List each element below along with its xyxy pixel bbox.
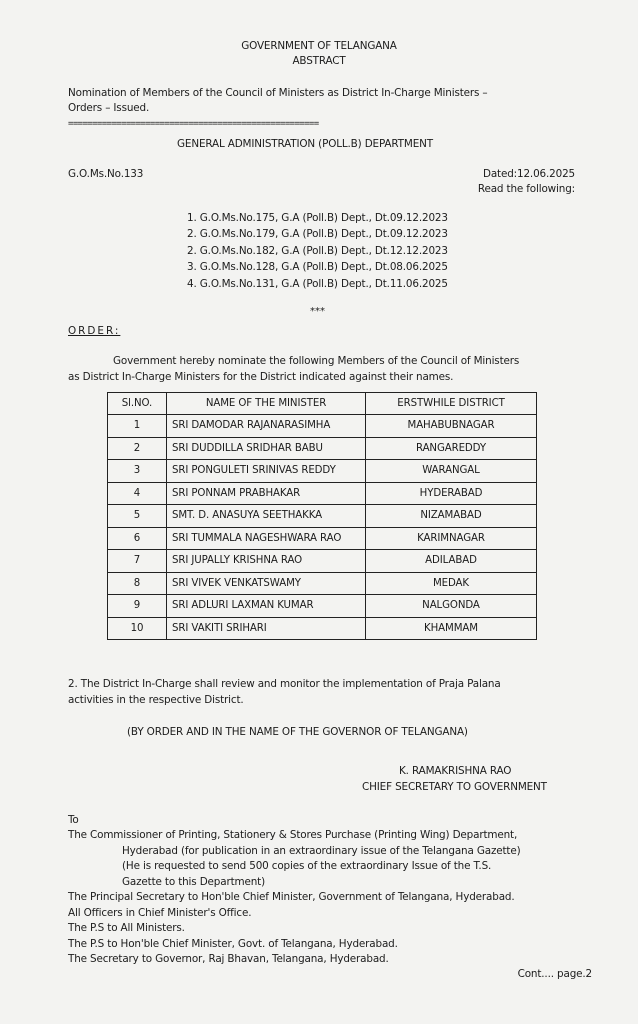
recipient-item: The P.S to Hon'ble Chief Minister, Govt. of Telangana, Hyderabad. <box>68 938 398 950</box>
para-2-line-2: activities in the respective District. <box>68 694 244 706</box>
district-cell: HYDERABAD <box>366 482 537 505</box>
minister-name-cell: SRI PONGULETI SRINIVAS REDDY <box>167 460 366 483</box>
minister-name-cell: SRI VIVEK VENKATSWAMY <box>167 572 366 595</box>
subject-line-2: Orders – Issued. <box>68 102 150 114</box>
minister-name-cell: SRI TUMMALA NAGESHWARA RAO <box>167 527 366 550</box>
column-header: NAME OF THE MINISTER <box>167 393 366 415</box>
reference-item: 3. G.O.Ms.No.128, G.A (Poll.B) Dept., Dt.08.06.2025 <box>187 261 448 273</box>
reference-item: 2. G.O.Ms.No.182, G.A (Poll.B) Dept., Dt.12.12.2023 <box>187 245 448 257</box>
recipient-item: The P.S to All Ministers. <box>68 922 185 934</box>
district-cell: MEDAK <box>366 572 537 595</box>
column-header: Sl.NO. <box>108 393 167 415</box>
table-row <box>108 437 537 460</box>
order-label: ORDER: <box>68 325 121 337</box>
read-following: Read the following: <box>477 183 575 195</box>
minister-name-cell: SRI VAKITI SRIHARI <box>167 617 366 640</box>
separator-stars: *** <box>310 306 325 317</box>
recipient-item: Hyderabad (for publication in an extraordinary issue of the Telangana Gazette) <box>122 845 521 857</box>
para-2-line-1: 2. The District In-Charge shall review and monitor the implementation of Praja Palana <box>68 678 501 690</box>
district-cell: NIZAMABAD <box>366 505 537 528</box>
serial-cell: 6 <box>108 527 167 550</box>
minister-name-cell: SRI DAMODAR RAJANARASIMHA <box>167 415 366 438</box>
continued-note: Cont.... page.2 <box>517 968 592 980</box>
reference-item: 1. G.O.Ms.No.175, G.A (Poll.B) Dept., Dt.09.12.2023 <box>187 212 448 224</box>
reference-item: 4. G.O.Ms.No.131, G.A (Poll.B) Dept., Dt.11.06.2025 <box>187 278 448 290</box>
government-heading: GOVERNMENT OF TELANGANA <box>241 40 397 52</box>
subject-line-1: Nomination of Members of the Council of Ministers as District In-Charge Ministers – <box>68 87 488 99</box>
ministers-table <box>107 392 537 640</box>
serial-cell: 9 <box>108 595 167 618</box>
district-cell: NALGONDA <box>366 595 537 618</box>
minister-name-cell: SRI JUPALLY KRISHNA RAO <box>167 550 366 573</box>
table-row <box>108 482 537 505</box>
serial-cell: 2 <box>108 437 167 460</box>
by-order-line: (BY ORDER AND IN THE NAME OF THE GOVERNOR OF TELANGANA) <box>127 726 468 738</box>
recipient-item: The Principal Secretary to Hon'ble Chief Minister, Government of Telangana, Hyderabad. <box>68 891 515 903</box>
signatory-title: CHIEF SECRETARY TO GOVERNMENT <box>362 781 547 793</box>
table-row <box>108 550 537 573</box>
district-cell: RANGAREDDY <box>366 437 537 460</box>
minister-name-cell: SMT. D. ANASUYA SEETHAKKA <box>167 505 366 528</box>
go-number: G.O.Ms.No.133 <box>68 168 144 180</box>
table-header-row <box>108 393 537 415</box>
recipient-item: (He is requested to send 500 copies of the extraordinary Issue of the T.S. <box>122 860 492 872</box>
recipient-item: The Commissioner of Printing, Stationery & Stores Purchase (Printing Wing) Department, <box>68 829 518 841</box>
order-text-line-1: Government hereby nominate the following Members of the Council of Ministers <box>113 355 520 367</box>
table-row <box>108 527 537 550</box>
recipient-item: All Officers in Chief Minister's Office. <box>68 907 252 919</box>
separator-line: ==================================================== <box>68 121 319 129</box>
district-cell: ADILABAD <box>366 550 537 573</box>
minister-name-cell: SRI ADLURI LAXMAN KUMAR <box>167 595 366 618</box>
district-cell: WARANGAL <box>366 460 537 483</box>
serial-cell: 1 <box>108 415 167 438</box>
department-heading: GENERAL ADMINISTRATION (POLL.B) DEPARTMENT <box>177 138 433 150</box>
signatory-name: K. RAMAKRISHNA RAO <box>399 765 512 777</box>
table-row <box>108 505 537 528</box>
serial-cell: 7 <box>108 550 167 573</box>
recipient-item: Gazette to this Department) <box>122 876 265 888</box>
district-cell: KARIMNAGAR <box>366 527 537 550</box>
table-row <box>108 460 537 483</box>
table-row <box>108 617 537 640</box>
serial-cell: 5 <box>108 505 167 528</box>
recipient-item: The Secretary to Governor, Raj Bhavan, Telangana, Hyderabad. <box>68 953 389 965</box>
minister-name-cell: SRI PONNAM PRABHAKAR <box>167 482 366 505</box>
abstract-heading: ABSTRACT <box>292 55 346 67</box>
reference-item: 2. G.O.Ms.No.179, G.A (Poll.B) Dept., Dt.09.12.2023 <box>187 228 448 240</box>
go-date: Dated:12.06.2025 <box>482 168 575 180</box>
order-text-line-2: as District In-Charge Ministers for the District indicated against their names. <box>68 371 454 383</box>
district-cell: MAHABUBNAGAR <box>366 415 537 438</box>
serial-cell: 4 <box>108 482 167 505</box>
table-row <box>108 415 537 438</box>
column-header: ERSTWHILE DISTRICT <box>366 393 537 415</box>
serial-cell: 3 <box>108 460 167 483</box>
serial-cell: 10 <box>108 617 167 640</box>
table-row <box>108 572 537 595</box>
table-row <box>108 595 537 618</box>
serial-cell: 8 <box>108 572 167 595</box>
district-cell: KHAMMAM <box>366 617 537 640</box>
minister-name-cell: SRI DUDDILLA SRIDHAR BABU <box>167 437 366 460</box>
to-label: To <box>68 814 79 826</box>
